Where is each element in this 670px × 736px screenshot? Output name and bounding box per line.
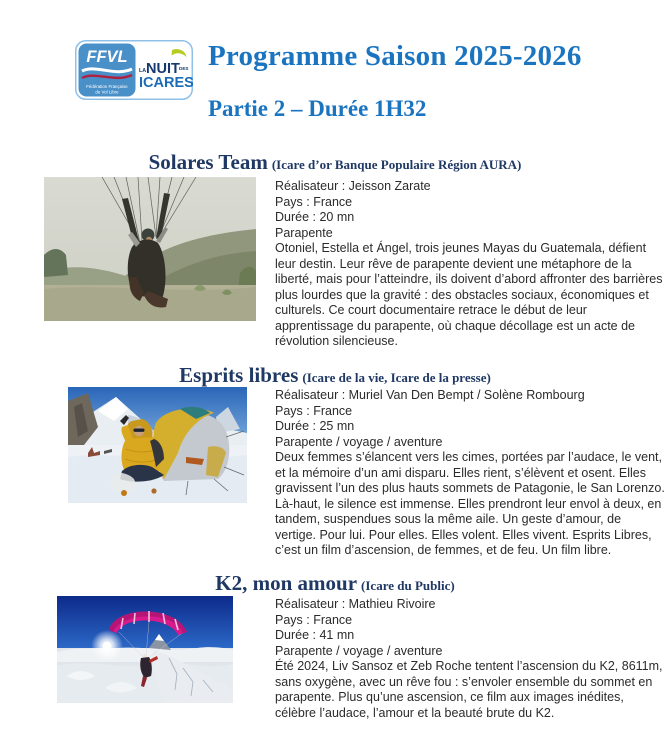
ffvl-nuit-icares-logo bbox=[75, 40, 193, 100]
logo-federation-line2: de Vol Libre bbox=[95, 89, 119, 95]
film2-text bbox=[275, 388, 665, 559]
film2-meta-duree: Durée : 25 mn bbox=[275, 419, 355, 433]
film3-meta-pays: Pays : France bbox=[275, 612, 353, 627]
film1-text bbox=[275, 179, 665, 350]
logo-nuit-text: NUIT bbox=[146, 61, 180, 77]
film3-title: K2, mon amour bbox=[215, 571, 358, 595]
logo-graphic bbox=[75, 40, 193, 100]
logo-des-text: DES bbox=[179, 66, 189, 71]
film1-meta-realisateur: Réalisateur : Jeisson Zarate bbox=[275, 179, 431, 193]
film1-description: Otoniel, Estella et Ángel, trois jeunes Mayas du Guatemala, défient leur destin. Leur rêve de parapente devient une métaphore de la liberté, mais pour l’atteindre, ils doivent d’abord affronter des barrières plus lourdes que la gravité : des obstacles sociaux, économiques et culturels. Ce court documentaire retrace le début de leur apprentissage du parapente, où chaque décollage est un acte de révolution silencieuse. bbox=[275, 241, 663, 348]
logo-la-text: LA bbox=[139, 68, 147, 74]
film3-meta-discipline: Parapente / voyage / aventure bbox=[275, 643, 443, 658]
film2-meta-discipline: Parapente / voyage / aventure bbox=[275, 434, 443, 449]
film2-photo-snow-camp bbox=[68, 387, 247, 503]
film3-description: Été 2024, Liv Sansoz et Zeb Roche tentent l’ascension du K2, 8611m, sans oxygène, avec un rêve fou : s’envoler ensemble du sommet en parapente. Plus qu’une ascension, ce film aux images inédites, célèbre l’audace, l’amour et la beauté brute du K2. bbox=[275, 659, 663, 720]
page-title: Programme Saison 2025-2026 bbox=[208, 40, 582, 72]
film3-meta-duree: Durée : 41 mn bbox=[275, 628, 355, 642]
logo-icares-text: ICARES bbox=[139, 75, 193, 91]
film1-heading bbox=[0, 150, 670, 175]
film2-title: Esprits libres bbox=[179, 363, 299, 387]
film3-meta-realisateur: Réalisateur : Mathieu Rivoire bbox=[275, 597, 436, 611]
film3-photo-pink-paraglider bbox=[57, 596, 233, 703]
film1-meta-pays: Pays : France bbox=[275, 194, 353, 209]
logo-federation-line1: Fédération Française bbox=[86, 84, 128, 89]
page-subtitle: Partie 2 – Durée 1H32 bbox=[208, 96, 427, 121]
film1-photo-paraglider-launch bbox=[44, 177, 256, 321]
film3-heading bbox=[0, 571, 670, 596]
film3-award: (Icare du Public) bbox=[361, 578, 455, 593]
film2-heading bbox=[0, 363, 670, 388]
film1-meta-duree: Durée : 20 mn bbox=[275, 210, 355, 224]
film2-award: (Icare de la vie, Icare de la presse) bbox=[302, 370, 491, 385]
film1-award: (Icare d’or Banque Populaire Région AURA) bbox=[271, 157, 522, 172]
film3-text bbox=[275, 597, 665, 721]
film1-meta-discipline: Parapente bbox=[275, 225, 333, 240]
film2-description: Deux femmes s’élancent vers les cimes, portées par l’audace, le vent, et la mémoire d’un ami disparu. Elles rient, s’élèvent et osent. Elles gravissent l’un des plus hauts sommets de Patagonie, le San Lorenzo. Là-haut, le silence est immense. Elles prendront leur envol à deux, en tandem, suspendues sous la même aile. Un geste d’amour, de vertige. Pour lui. Pour elles. Elles volent. Elles vivent. Esprits Libres, c’est un film d’ascension, de femmes, et de feu. Un film libre. bbox=[275, 450, 665, 557]
film1-title: Solares Team bbox=[148, 150, 268, 174]
logo-ffvl-text: FFVL bbox=[86, 48, 128, 66]
film2-meta-pays: Pays : France bbox=[275, 403, 353, 418]
film2-meta-realisateur: Réalisateur : Muriel Van Den Bempt / Solène Rombourg bbox=[275, 388, 585, 402]
